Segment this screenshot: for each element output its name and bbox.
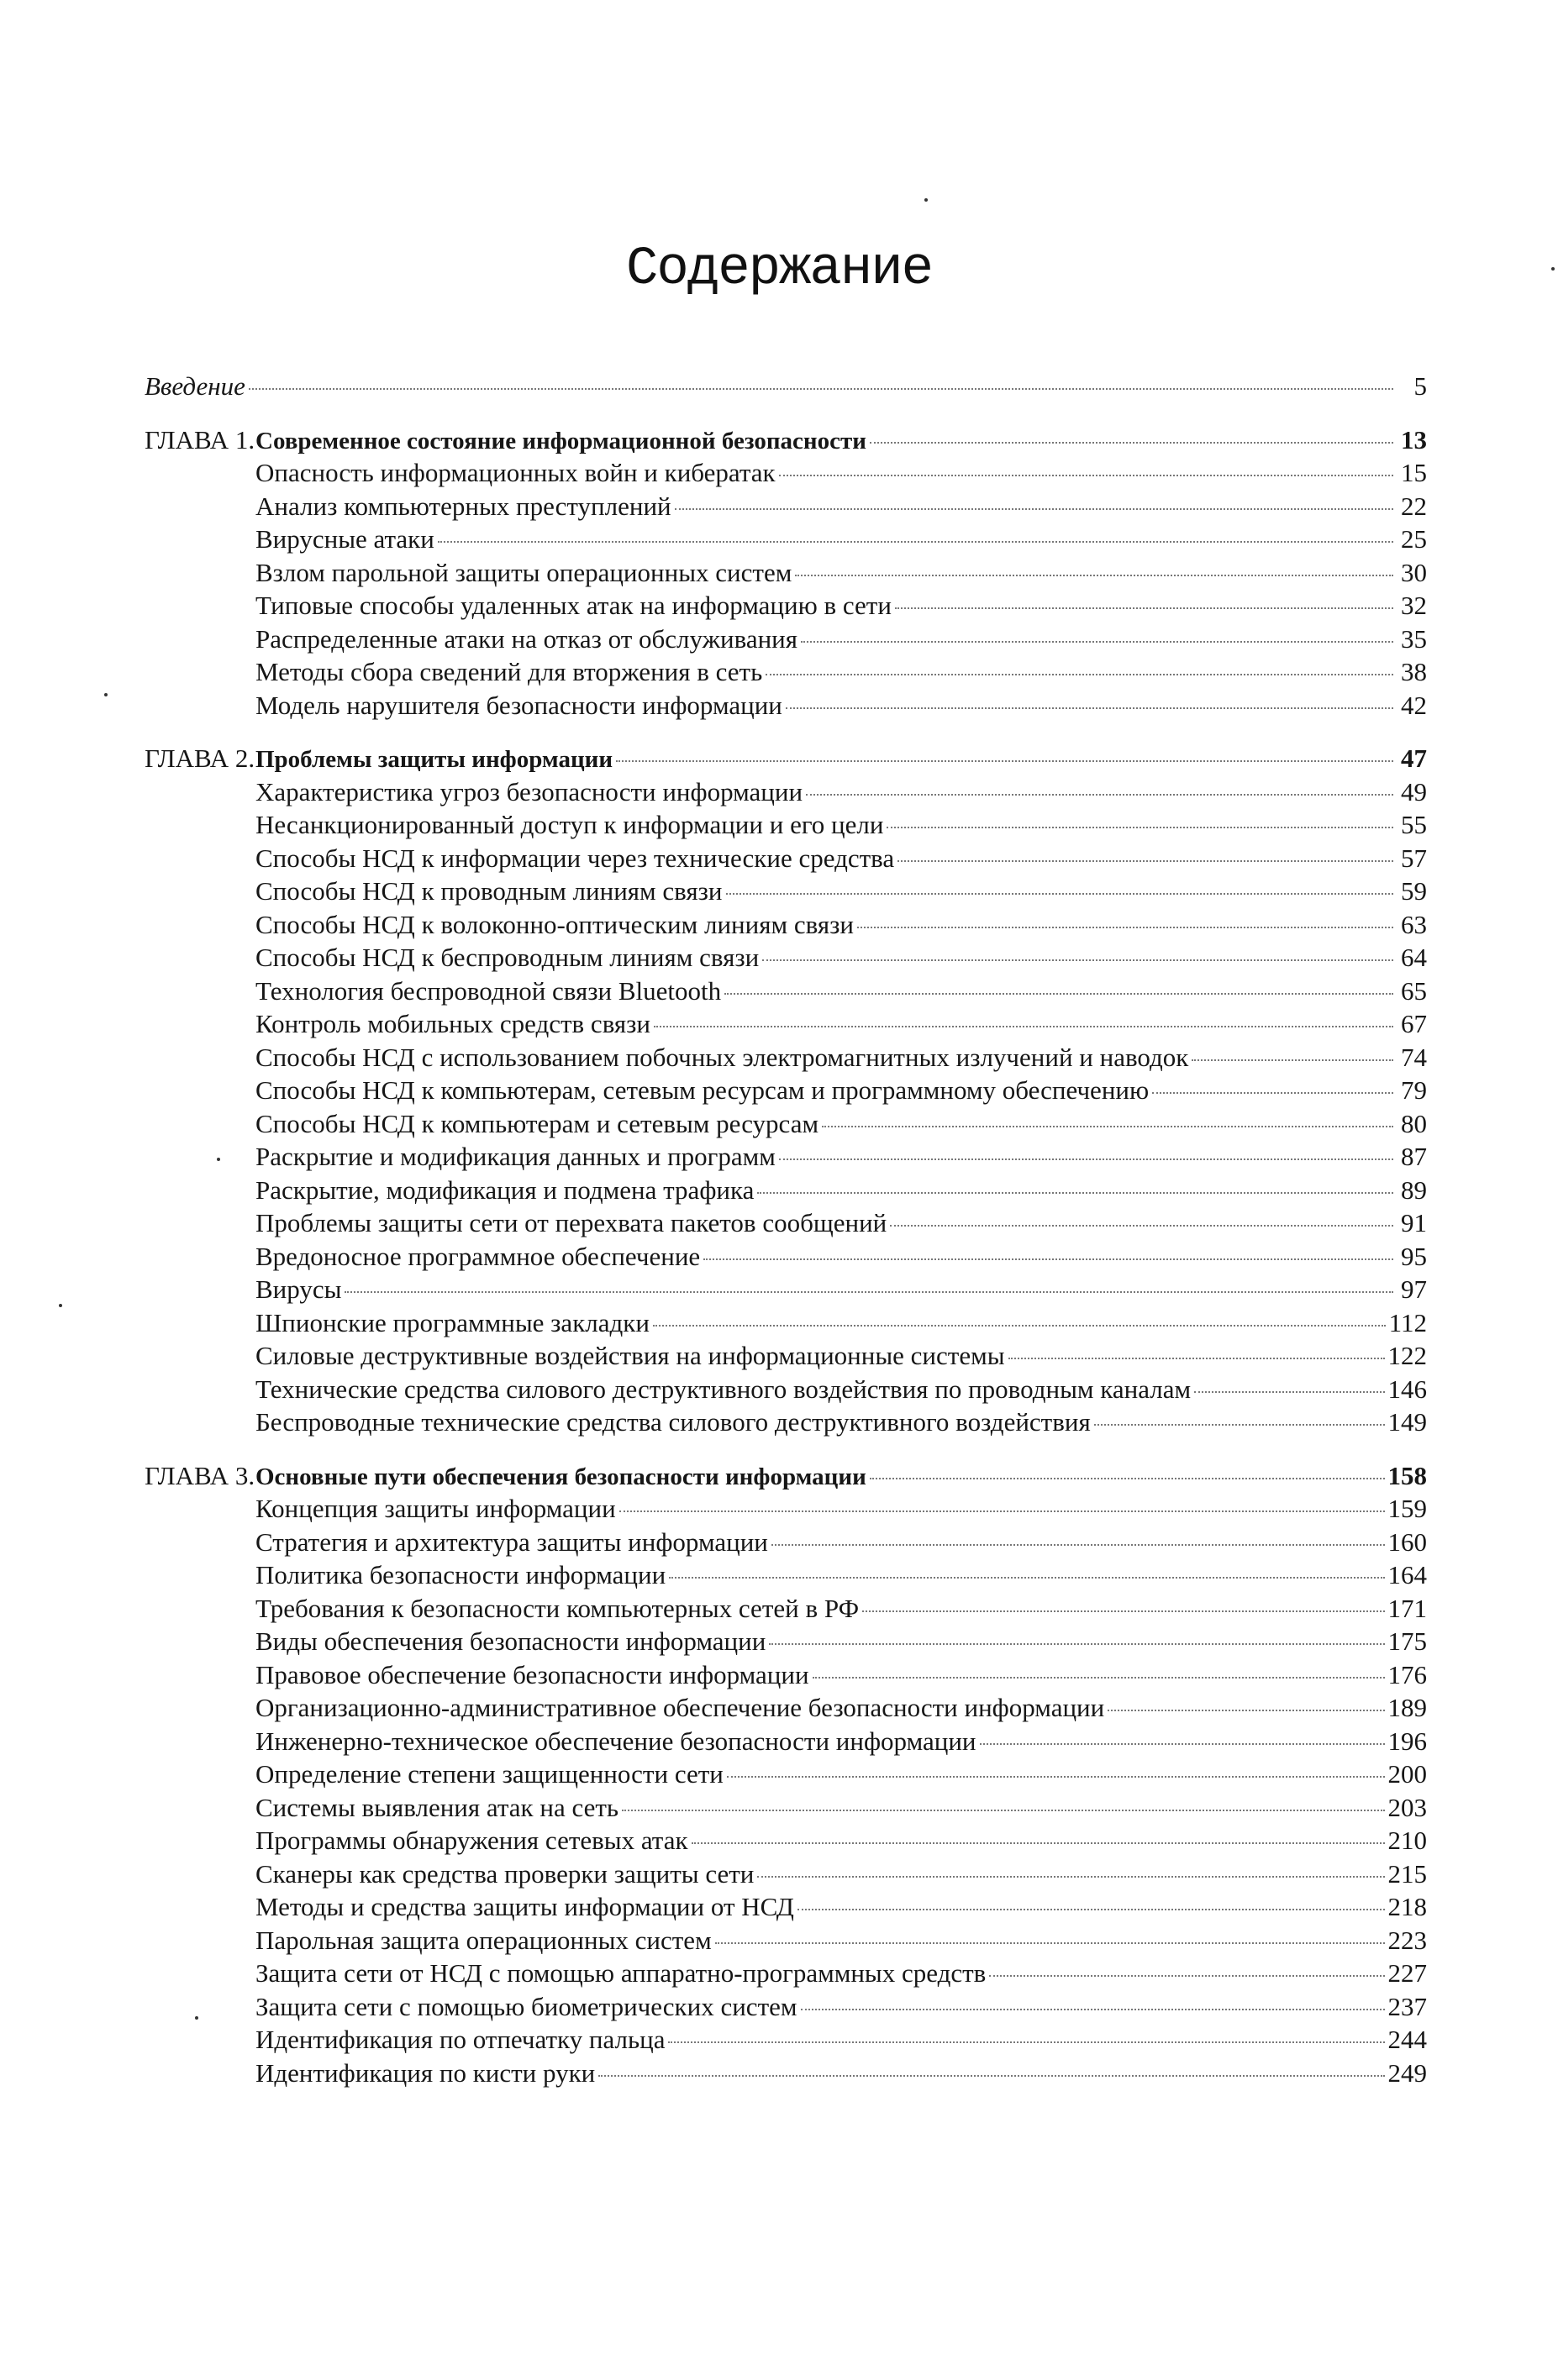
toc-entry[interactable] — [145, 775, 1427, 809]
toc-entry-label: Идентификация по отпечатку пальца — [255, 2025, 666, 2054]
toc-entry[interactable] — [145, 1041, 1427, 1074]
toc-entry[interactable] — [145, 975, 1427, 1008]
chapter-number: ГЛАВА 3. — [145, 1460, 255, 1490]
dot-leader — [801, 2009, 1385, 2010]
dot-leader — [345, 1291, 1393, 1293]
scan-speck — [217, 1158, 220, 1161]
toc-page-number: 59 — [1401, 876, 1427, 906]
toc-page-number: 25 — [1401, 524, 1427, 554]
toc-chapter-1[interactable] — [145, 423, 1427, 457]
dot-leader — [669, 1577, 1384, 1579]
toc-entry[interactable] — [145, 1725, 1427, 1758]
toc-entry-label: Определение степени защищенности сети — [255, 1759, 724, 1789]
toc-entry-label: Распределенные атаки на отказ от обслуживания — [255, 623, 798, 654]
toc-entry[interactable] — [145, 2057, 1427, 2090]
scan-speck — [59, 1304, 62, 1307]
toc-entry-label: Правовое обеспечение безопасности информации — [255, 1659, 809, 1689]
chapter-number: ГЛАВА 2. — [145, 743, 255, 773]
dot-leader — [1152, 1092, 1393, 1094]
dot-leader — [779, 1158, 1393, 1160]
toc-page-number: 47 — [1401, 743, 1427, 773]
toc-entry[interactable] — [145, 1107, 1427, 1141]
toc-entry-label: Сканеры как средства проверки защиты сети — [255, 1858, 755, 1889]
scan-speck — [195, 2016, 198, 2020]
chapter-title: Современное состояние информационной безопасности — [255, 427, 866, 454]
toc-page-number: 249 — [1387, 2057, 1427, 2088]
toc-entry[interactable] — [145, 623, 1427, 656]
dot-leader — [989, 1975, 1384, 1977]
dot-leader — [726, 893, 1393, 895]
toc-entry[interactable] — [145, 1691, 1427, 1725]
toc-entry-label: Способы НСД с использованием побочных электромагнитных излучений и наводок — [255, 1042, 1189, 1072]
toc-page-number: 64 — [1401, 943, 1427, 972]
scan-speck — [924, 198, 928, 202]
dot-leader — [806, 794, 1393, 796]
dot-leader — [598, 2075, 1384, 2077]
toc-entry-label: Вирусы — [255, 1274, 342, 1304]
toc-entry-label: Методы и средства защиты информации от НСД — [255, 1892, 794, 1921]
toc-page-number: 160 — [1387, 1526, 1427, 1557]
toc-entry[interactable] — [145, 2023, 1427, 2057]
toc-entry[interactable] — [145, 1492, 1427, 1526]
toc-entry-label: Беспроводные технические средства силового деструктивного воздействия — [255, 1407, 1091, 1437]
toc-page-number: 5 — [1413, 371, 1427, 401]
toc-entry[interactable] — [145, 1339, 1427, 1373]
dot-leader — [797, 1909, 1385, 1910]
toc-entry[interactable] — [145, 1526, 1427, 1559]
toc-page-number: 15 — [1401, 458, 1427, 487]
toc-entry[interactable] — [145, 689, 1427, 722]
dot-leader — [616, 760, 1393, 762]
toc-page-number: 38 — [1401, 657, 1427, 686]
dot-leader — [870, 442, 1393, 444]
toc-entry[interactable] — [145, 1558, 1427, 1592]
dot-leader — [862, 1610, 1384, 1612]
toc-entry-label: Способы НСД к компьютерам и сетевым ресурсам — [255, 1108, 819, 1138]
toc-entry[interactable] — [145, 1140, 1427, 1174]
toc-entry-label: Типовые способы удаленных атак на информацию в сети — [255, 591, 892, 620]
toc-entry[interactable] — [145, 1174, 1427, 1207]
toc-entry-label: Характеристика угроз безопасности информации — [255, 776, 803, 806]
dot-leader — [757, 1192, 1393, 1194]
toc-entry-label: Анализ компьютерных преступлений — [255, 491, 671, 521]
toc-page-number: 55 — [1401, 810, 1427, 839]
toc-entry[interactable] — [145, 1273, 1427, 1306]
toc-entry[interactable] — [145, 908, 1427, 942]
dot-leader — [1108, 1710, 1384, 1711]
dot-leader — [675, 508, 1393, 510]
toc-page-number: 49 — [1401, 776, 1427, 806]
toc-page-number: 112 — [1388, 1307, 1427, 1337]
toc-entry-label: Способы НСД к проводным линиям связи — [255, 876, 723, 906]
toc-entry[interactable] — [145, 875, 1427, 908]
toc-entry-label: Шпионские программные закладки — [255, 1307, 650, 1337]
dot-leader — [801, 641, 1393, 643]
toc-page-number: 171 — [1387, 1593, 1427, 1623]
dot-leader — [724, 993, 1393, 995]
toc-chapter-2[interactable] — [145, 742, 1427, 775]
dot-leader — [822, 1126, 1393, 1127]
toc-entry-label: Защита сети от НСД с помощью аппаратно-программных средств — [255, 1958, 987, 1988]
toc-entry[interactable] — [145, 655, 1427, 689]
dot-leader — [786, 707, 1393, 709]
toc-page-number: 89 — [1401, 1174, 1427, 1205]
toc-page-number: 237 — [1387, 1991, 1427, 2021]
toc-page-number: 80 — [1401, 1108, 1427, 1138]
toc-page-number: 32 — [1401, 591, 1427, 620]
toc-page-number: 122 — [1387, 1341, 1427, 1370]
toc-entry-label: Защита сети с помощью биометрических систем — [255, 1991, 797, 2021]
toc-entry[interactable] — [145, 842, 1427, 875]
dot-leader — [727, 1776, 1385, 1778]
toc-page-number: 227 — [1387, 1958, 1427, 1988]
toc-entry-label: Методы сбора сведений для вторжения в сеть — [255, 657, 763, 686]
toc-entry[interactable] — [145, 1007, 1427, 1041]
toc-entry-label: Способы НСД к информации через технические средства — [255, 843, 895, 873]
page-title: Содержание — [625, 239, 933, 300]
toc-entry-label: Системы выявления атак на сеть — [255, 1792, 619, 1822]
toc-entry-label: Вредоносное программное обеспечение — [255, 1241, 701, 1271]
toc-entry[interactable] — [145, 1625, 1427, 1658]
dot-leader — [766, 674, 1393, 675]
toc-entry-label: Технические средства силового деструктивного воздействия по проводным каналам — [255, 1374, 1192, 1404]
toc-entry[interactable] — [145, 1857, 1427, 1891]
toc-entry[interactable] — [145, 490, 1427, 523]
toc-page-number: 244 — [1387, 2025, 1427, 2054]
toc-page-number: 97 — [1401, 1274, 1427, 1304]
toc-entry-label: Вирусные атаки — [255, 524, 434, 554]
toc-page-number: 189 — [1387, 1693, 1427, 1722]
table-of-contents — [145, 370, 1427, 2089]
dot-leader — [703, 1258, 1393, 1260]
dot-leader — [857, 927, 1393, 928]
toc-entry[interactable] — [145, 556, 1427, 590]
toc-page-number: 65 — [1401, 975, 1427, 1006]
toc-page-number: 196 — [1387, 1726, 1427, 1756]
toc-entry-label: Раскрытие, модификация и подмена трафика — [255, 1174, 755, 1205]
dot-leader — [249, 388, 1393, 390]
toc-entry[interactable] — [145, 1373, 1427, 1406]
toc-page-number: 158 — [1387, 1460, 1427, 1490]
toc-entry-label: Раскрытие и модификация данных и программ — [255, 1142, 776, 1171]
dot-leader — [438, 541, 1393, 543]
toc-page-number: 159 — [1387, 1494, 1427, 1523]
dot-leader — [653, 1325, 1386, 1327]
toc-entry-label: Организационно-административное обеспечение безопасности информации — [255, 1693, 1105, 1722]
toc-page-number: 164 — [1387, 1560, 1427, 1589]
toc-entry-label: Модель нарушителя безопасности информации — [255, 690, 782, 720]
chapter-number: ГЛАВА 1. — [145, 424, 255, 454]
toc-page-number: 63 — [1401, 909, 1427, 939]
toc-page-number: 13 — [1401, 424, 1427, 454]
toc-page-number: 210 — [1387, 1826, 1427, 1855]
toc-page-number: 57 — [1401, 843, 1427, 873]
toc-entry-label: Взлом парольной защиты операционных систем — [255, 557, 792, 587]
toc-entry-label: Несанкционированный доступ к информации и его цели — [255, 810, 884, 839]
toc-entry-label: Технология беспроводной связи Bluetooth — [255, 975, 722, 1006]
toc-page-number: 95 — [1401, 1241, 1427, 1271]
toc-page-number: 79 — [1401, 1075, 1427, 1105]
dot-leader — [757, 1876, 1384, 1878]
dot-leader — [622, 1810, 1384, 1811]
toc-entry[interactable] — [145, 1592, 1427, 1626]
toc-entry[interactable] — [145, 1924, 1427, 1957]
scan-speck — [1551, 267, 1555, 271]
toc-page-number: 67 — [1401, 1009, 1427, 1038]
dot-leader — [897, 860, 1393, 862]
toc-entry-label: Контроль мобильных средств связи — [255, 1009, 651, 1038]
toc-page-number: 30 — [1401, 557, 1427, 587]
toc-page-number: 91 — [1401, 1208, 1427, 1237]
dot-leader — [1194, 1391, 1384, 1393]
toc-page-number: 200 — [1387, 1759, 1427, 1789]
dot-leader — [887, 827, 1393, 828]
toc-entry-label: Инженерно-техническое обеспечение безопасности информации — [255, 1726, 976, 1756]
dot-leader — [771, 1544, 1385, 1546]
toc-chapter-3[interactable] — [145, 1459, 1427, 1493]
toc-entry[interactable] — [145, 941, 1427, 975]
dot-leader — [668, 2041, 1384, 2043]
toc-entry[interactable] — [145, 1990, 1427, 2024]
dot-leader — [715, 1942, 1385, 1944]
toc-entry[interactable] — [145, 1757, 1427, 1791]
toc-entry-label: Способы НСД к волоконно-оптическим линиям связи — [255, 909, 854, 939]
chapter-title: Основные пути обеспечения безопасности информации — [255, 1463, 866, 1490]
toc-entry-label: Программы обнаружения сетевых атак — [255, 1826, 688, 1855]
dot-leader — [1094, 1424, 1385, 1426]
toc-entry-label: Концепция защиты информации — [255, 1494, 616, 1523]
toc-entry-label: Способы НСД к беспроводным линиям связи — [255, 943, 760, 972]
toc-entry-label: Способы НСД к компьютерам, сетевым ресурсам и программному обеспечению — [255, 1075, 1150, 1105]
dot-leader — [813, 1677, 1385, 1679]
toc-page-number: 22 — [1401, 491, 1427, 521]
toc-entry[interactable] — [145, 1791, 1427, 1825]
toc-page-number: 176 — [1387, 1659, 1427, 1689]
toc-page-number: 146 — [1387, 1374, 1427, 1404]
toc-entry-label: Введение — [145, 371, 245, 401]
toc-entry[interactable] — [145, 589, 1427, 623]
toc-page-number: 35 — [1401, 623, 1427, 654]
dot-leader — [779, 475, 1393, 476]
toc-page-number: 203 — [1387, 1792, 1427, 1822]
toc-entry-introduction[interactable] — [145, 370, 1427, 403]
dot-leader — [895, 607, 1393, 609]
toc-entry[interactable] — [145, 808, 1427, 842]
toc-entry-label: Идентификация по кисти руки — [255, 2057, 596, 2088]
toc-entry-label: Стратегия и архитектура защиты информации — [255, 1526, 768, 1557]
toc-page-number: 175 — [1387, 1626, 1427, 1656]
dot-leader — [890, 1225, 1393, 1227]
dot-leader — [1008, 1358, 1385, 1359]
chapter-title: Проблемы защиты информации — [255, 746, 613, 773]
toc-page-number: 223 — [1387, 1925, 1427, 1955]
toc-page-number: 149 — [1387, 1407, 1427, 1437]
dot-leader — [1192, 1059, 1393, 1061]
toc-entry-label: Виды обеспечения безопасности информации — [255, 1626, 766, 1656]
toc-page-number: 74 — [1401, 1042, 1427, 1072]
toc-page-number: 218 — [1387, 1892, 1427, 1921]
toc-entry[interactable] — [145, 1658, 1427, 1692]
toc-entry[interactable] — [145, 1405, 1427, 1439]
dot-leader — [769, 1643, 1384, 1645]
dot-leader — [795, 575, 1393, 576]
dot-leader — [692, 1842, 1385, 1844]
scan-speck — [104, 693, 108, 696]
toc-entry[interactable] — [145, 1957, 1427, 1990]
toc-entry[interactable] — [145, 1890, 1427, 1924]
toc-entry[interactable] — [145, 1206, 1427, 1240]
toc-entry[interactable] — [145, 523, 1427, 556]
toc-page-number: 87 — [1401, 1142, 1427, 1171]
dot-leader — [980, 1743, 1385, 1745]
toc-entry-label: Опасность информационных войн и кибератак — [255, 458, 776, 487]
dot-leader — [870, 1478, 1385, 1479]
toc-entry-label: Требования к безопасности компьютерных сетей в РФ — [255, 1593, 860, 1623]
dot-leader — [654, 1026, 1393, 1027]
dot-leader — [619, 1510, 1385, 1512]
toc-entry-label: Парольная защита операционных систем — [255, 1925, 712, 1955]
toc-entry-label: Проблемы защиты сети от перехвата пакетов сообщений — [255, 1208, 887, 1237]
toc-entry[interactable] — [145, 1824, 1427, 1857]
dot-leader — [762, 959, 1393, 961]
toc-entry-label: Политика безопасности информации — [255, 1560, 666, 1589]
toc-page-number: 42 — [1401, 690, 1427, 720]
toc-entry-label: Силовые деструктивные воздействия на информационные системы — [255, 1341, 1005, 1370]
toc-page-number: 215 — [1387, 1858, 1427, 1889]
toc-entry[interactable] — [145, 1074, 1427, 1107]
toc-entry[interactable] — [145, 456, 1427, 490]
toc-entry[interactable] — [145, 1306, 1427, 1340]
toc-entry[interactable] — [145, 1240, 1427, 1274]
